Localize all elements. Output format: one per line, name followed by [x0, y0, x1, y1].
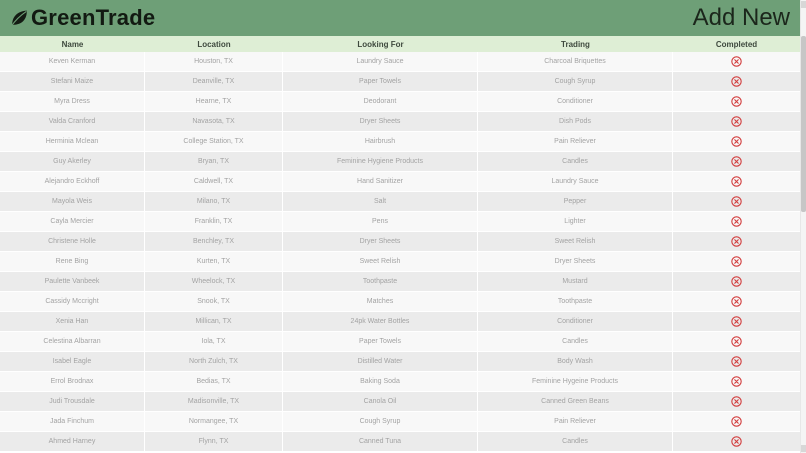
table-header-row [0, 36, 800, 52]
x-circle-icon[interactable] [731, 376, 742, 387]
table-row [0, 352, 800, 371]
table-row [0, 272, 800, 291]
cell-name: Guy Akerley [0, 152, 145, 171]
x-circle-icon[interactable] [731, 216, 742, 227]
cell-location: Franklin, TX [145, 212, 283, 231]
cell-completed [673, 72, 800, 91]
column-header-location: Location [197, 39, 231, 49]
column-header-looking-for: Looking For [357, 39, 404, 49]
x-circle-icon[interactable] [731, 236, 742, 247]
logo [8, 5, 155, 31]
cell-location: North Zulch, TX [145, 352, 283, 371]
column-header-trading: Trading [561, 39, 590, 49]
cell-name: Mayola Weis [0, 192, 145, 211]
cell-location: College Station, TX [145, 132, 283, 151]
cell-location: Snook, TX [145, 292, 283, 311]
cell-completed [673, 132, 800, 151]
cell-name: Christene Holle [0, 232, 145, 251]
cell-trading: Cough Syrup [478, 72, 673, 91]
cell-completed [673, 392, 800, 411]
cell-location: Houston, TX [145, 52, 283, 71]
cell-trading: Body Wash [478, 352, 673, 371]
x-circle-icon[interactable] [731, 416, 742, 427]
cell-name: Celestina Albarran [0, 332, 145, 351]
cell-completed [673, 412, 800, 431]
cell-trading: Toothpaste [478, 292, 673, 311]
cell-completed [673, 52, 800, 71]
x-circle-icon[interactable] [731, 256, 742, 267]
table-row [0, 332, 800, 351]
cell-trading: Lighter [478, 212, 673, 231]
cell-name: Myra Dress [0, 92, 145, 111]
cell-location: Navasota, TX [145, 112, 283, 131]
cell-completed [673, 272, 800, 291]
cell-completed [673, 352, 800, 371]
cell-trading: Charcoal Briquettes [478, 52, 673, 71]
cell-name: Stefani Maize [0, 72, 145, 91]
cell-name: Herminia Mclean [0, 132, 145, 151]
cell-trading: Mustard [478, 272, 673, 291]
cell-location: Milano, TX [145, 192, 283, 211]
cell-location: Madisonville, TX [145, 392, 283, 411]
x-circle-icon[interactable] [731, 76, 742, 87]
cell-completed [673, 252, 800, 271]
cell-completed [673, 152, 800, 171]
cell-looking-for: Laundry Sauce [283, 52, 478, 71]
cell-location: Caldwell, TX [145, 172, 283, 191]
cell-completed [673, 292, 800, 311]
scrollbar[interactable] [800, 0, 806, 453]
cell-completed [673, 212, 800, 231]
table-row [0, 312, 800, 331]
x-circle-icon[interactable] [731, 316, 742, 327]
cell-name: Paulette Vanbeek [0, 272, 145, 291]
cell-trading: Candles [478, 332, 673, 351]
x-circle-icon[interactable] [731, 336, 742, 347]
cell-name: Ahmed Harney [0, 432, 145, 451]
cell-looking-for: Paper Towels [283, 72, 478, 91]
cell-completed [673, 372, 800, 391]
cell-location: Bedias, TX [145, 372, 283, 391]
table-row [0, 292, 800, 311]
cell-location: Millican, TX [145, 312, 283, 331]
cell-location: Deanville, TX [145, 72, 283, 91]
add-new-button[interactable]: Add New [692, 4, 790, 31]
cell-name: Keven Kerman [0, 52, 145, 71]
cell-name: Errol Brodnax [0, 372, 145, 391]
x-circle-icon[interactable] [731, 136, 742, 147]
cell-looking-for: Paper Towels [283, 332, 478, 351]
table-row [0, 232, 800, 251]
cell-trading: Candles [478, 152, 673, 171]
cell-looking-for: Toothpaste [283, 272, 478, 291]
table-row [0, 52, 800, 71]
x-circle-icon[interactable] [731, 156, 742, 167]
table-body [0, 52, 800, 452]
cell-trading: Canned Green Beans [478, 392, 673, 411]
table-row [0, 212, 800, 231]
cell-looking-for: Distilled Water [283, 352, 478, 371]
cell-looking-for: Baking Soda [283, 372, 478, 391]
cell-looking-for: Cough Syrup [283, 412, 478, 431]
cell-trading: Candles [478, 432, 673, 451]
table-row [0, 432, 800, 451]
cell-looking-for: Hand Sanitizer [283, 172, 478, 191]
table-row [0, 72, 800, 91]
x-circle-icon[interactable] [731, 176, 742, 187]
cell-location: Flynn, TX [145, 432, 283, 451]
cell-trading: Dish Pods [478, 112, 673, 131]
cell-looking-for: Dryer Sheets [283, 112, 478, 131]
table-row [0, 392, 800, 411]
x-circle-icon[interactable] [731, 396, 742, 407]
x-circle-icon[interactable] [731, 436, 742, 447]
cell-name: Judi Trousdale [0, 392, 145, 411]
cell-name: Valda Cranford [0, 112, 145, 131]
cell-completed [673, 92, 800, 111]
cell-trading: Pepper [478, 192, 673, 211]
x-circle-icon[interactable] [731, 276, 742, 287]
cell-looking-for: Salt [283, 192, 478, 211]
cell-name: Xenia Han [0, 312, 145, 331]
cell-looking-for: Deodorant [283, 92, 478, 111]
x-circle-icon[interactable] [731, 96, 742, 107]
cell-looking-for: Canola Oil [283, 392, 478, 411]
leaf-icon [8, 7, 30, 29]
cell-location: Hearne, TX [145, 92, 283, 111]
table-row [0, 132, 800, 151]
table-row [0, 152, 800, 171]
cell-name: Jada Finchum [0, 412, 145, 431]
cell-location: Normangee, TX [145, 412, 283, 431]
cell-completed [673, 112, 800, 131]
cell-looking-for: Sweet Relish [283, 252, 478, 271]
logo-text: GreenTrade [31, 5, 156, 30]
x-circle-icon[interactable] [731, 296, 742, 307]
cell-location: Wheelock, TX [145, 272, 283, 291]
cell-looking-for: Matches [283, 292, 478, 311]
table-row [0, 92, 800, 111]
app-header [0, 0, 806, 36]
cell-completed [673, 332, 800, 351]
cell-looking-for: Dryer Sheets [283, 232, 478, 251]
cell-looking-for: Feminine Hygiene Products [283, 152, 478, 171]
cell-looking-for: Pens [283, 212, 478, 231]
cell-completed [673, 232, 800, 251]
x-circle-icon[interactable] [731, 116, 742, 127]
cell-name: Alejandro Eckhoff [0, 172, 145, 191]
scrollbar-up-arrow[interactable] [801, 1, 806, 8]
cell-looking-for: 24pk Water Bottles [283, 312, 478, 331]
cell-trading: Dryer Sheets [478, 252, 673, 271]
cell-looking-for: Hairbrush [283, 132, 478, 151]
x-circle-icon[interactable] [731, 56, 742, 67]
cell-completed [673, 192, 800, 211]
cell-trading: Feminine Hygeine Products [478, 372, 673, 391]
cell-looking-for: Canned Tuna [283, 432, 478, 451]
cell-trading: Pain Reliever [478, 412, 673, 431]
table-row [0, 252, 800, 271]
cell-completed [673, 172, 800, 191]
cell-trading: Pain Reliever [478, 132, 673, 151]
cell-completed [673, 312, 800, 331]
cell-location: Bryan, TX [145, 152, 283, 171]
x-circle-icon[interactable] [731, 196, 742, 207]
cell-name: Cassidy Mccright [0, 292, 145, 311]
cell-trading: Conditioner [478, 92, 673, 111]
table-row [0, 172, 800, 191]
scrollbar-thumb[interactable] [801, 36, 806, 212]
cell-name: Isabel Eagle [0, 352, 145, 371]
cell-trading: Laundry Sauce [478, 172, 673, 191]
cell-trading: Sweet Relish [478, 232, 673, 251]
table-row [0, 112, 800, 131]
table-row [0, 192, 800, 211]
scrollbar-down-arrow[interactable] [801, 445, 806, 452]
cell-completed [673, 432, 800, 451]
cell-location: Iola, TX [145, 332, 283, 351]
column-header-completed: Completed [715, 39, 758, 49]
cell-trading: Conditioner [478, 312, 673, 331]
column-header-name: Name [61, 39, 84, 49]
table-row [0, 372, 800, 391]
cell-location: Kurten, TX [145, 252, 283, 271]
x-circle-icon[interactable] [731, 356, 742, 367]
table-row [0, 412, 800, 431]
cell-name: Rene Bing [0, 252, 145, 271]
cell-location: Benchley, TX [145, 232, 283, 251]
cell-name: Cayla Mercier [0, 212, 145, 231]
